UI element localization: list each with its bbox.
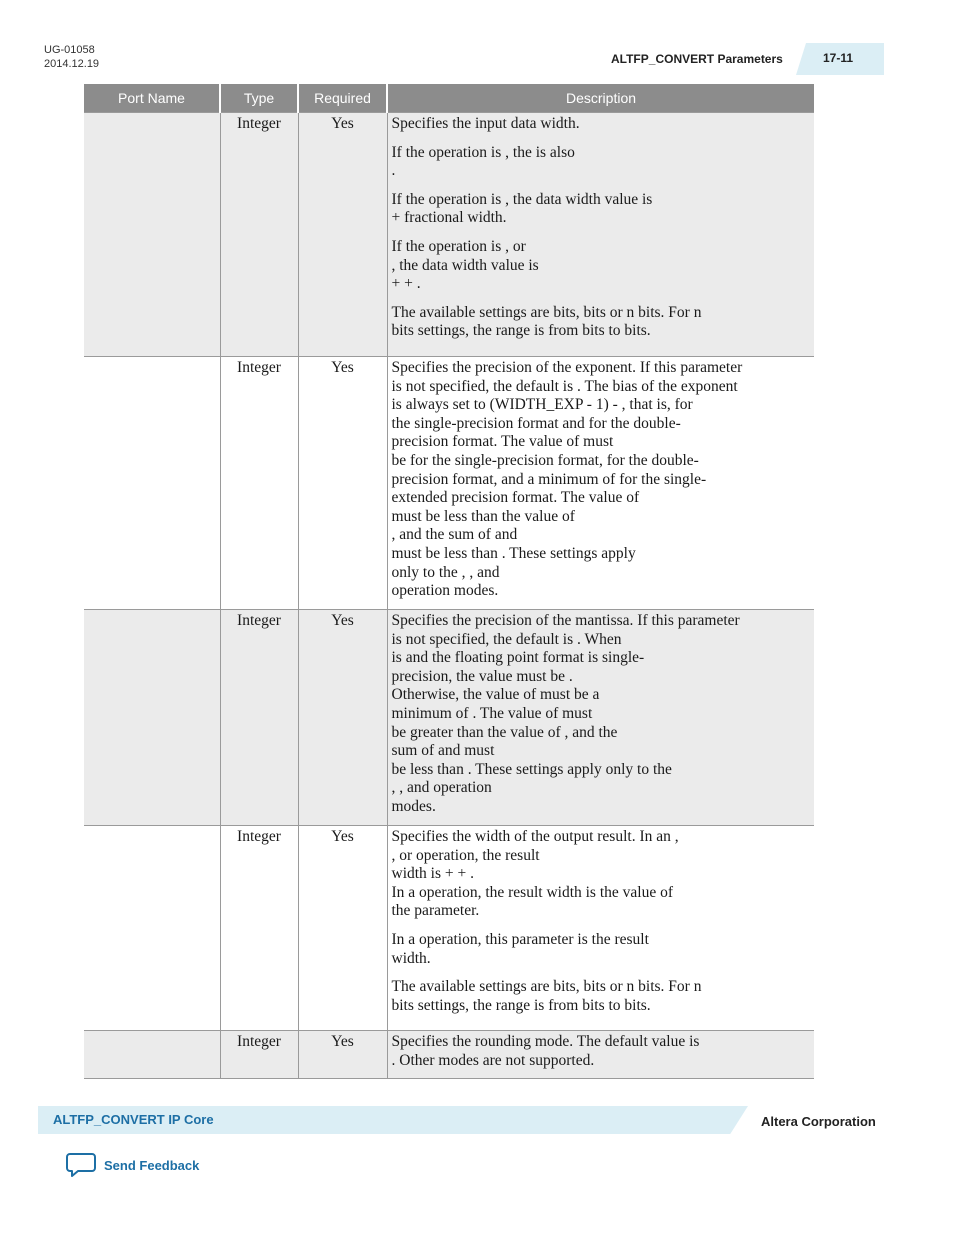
port-name-cell	[84, 610, 220, 826]
type-cell: Integer	[220, 357, 298, 610]
description-paragraph: Specifies the rounding mode. The default value is . Other modes are not supported.	[391, 1033, 700, 1069]
port-name-cell	[84, 826, 220, 1031]
column-header-port-name: Port Name	[84, 84, 220, 113]
required-cell: Yes	[298, 826, 387, 1031]
document-id-block	[44, 43, 99, 71]
port-name-cell	[84, 113, 220, 357]
table-row	[84, 113, 814, 357]
table-row	[84, 1031, 814, 1079]
required-cell: Yes	[298, 113, 387, 357]
description-paragraph: If the operation is , or , the data width value is + + .	[391, 237, 539, 293]
required-cell: Yes	[298, 1031, 387, 1079]
table-row	[84, 826, 814, 1031]
type-cell: Integer	[220, 826, 298, 1031]
page-number-tab	[796, 43, 884, 75]
description-cell	[387, 1031, 814, 1079]
description-paragraph: The available settings are bits, bits or n bits. For n bits settings, the range is from bits to bits.	[391, 303, 702, 340]
type-cell: Integer	[220, 113, 298, 357]
page-number: 17-11	[823, 51, 854, 65]
section-title: ALTFP_CONVERT Parameters	[611, 52, 783, 66]
column-header-required: Required	[298, 84, 387, 113]
description-paragraph: If the operation is , the data width value is + fractional width.	[391, 190, 653, 227]
send-feedback-label[interactable]: Send Feedback	[104, 1157, 200, 1173]
description-paragraph: If the operation is , the is also .	[391, 143, 575, 180]
description-paragraph: Specifies the precision of the exponent. If this parameter is not specified, the default is . The bias of the exponent is always set to (WIDTH_EXP - 1) - , that is, for the single-precision format and for the double- precision format. The value of must be for the single-precision format, for the double- precision format, and a minimum of for the single- extended precision format. The value of must be less than the value of , and the sum of and must be less than . These settings apply only to the , , and operation modes.	[391, 359, 743, 600]
document-id: UG-01058	[44, 44, 95, 56]
type-cell: Integer	[220, 610, 298, 826]
description-cell	[387, 113, 814, 357]
description-paragraph: The available settings are bits, bits or n bits. For n bits settings, the range is from bits to bits.	[391, 978, 702, 1014]
port-name-cell	[84, 1031, 220, 1079]
description-cell	[387, 357, 814, 610]
column-header-type: Type	[220, 84, 298, 113]
document-date: 2014.12.19	[44, 58, 100, 70]
table-row	[84, 357, 814, 610]
description-cell	[387, 610, 814, 826]
footer-company: Altera Corporation	[761, 1114, 876, 1129]
description-cell	[387, 826, 814, 1031]
speech-bubble-icon	[66, 1152, 96, 1178]
required-cell: Yes	[298, 357, 387, 610]
port-name-cell	[84, 357, 220, 610]
table-row	[84, 610, 814, 826]
description-paragraph: Specifies the precision of the mantissa. If this parameter is not specified, the default is . When is and the floating point format is single- precision, the value must be . Otherwise, the value of must be a minimum of . The value of must be greater than the value of , and the sum of and must be less than . These settings apply only to the , , and operation modes.	[391, 612, 740, 815]
footer-document-title[interactable]: ALTFP_CONVERT IP Core	[53, 1112, 214, 1127]
required-cell: Yes	[298, 610, 387, 826]
description-paragraph: Specifies the width of the output result. In an , , or operation, the result width is + + . In a operation, the result width is the value of the parameter.	[391, 828, 679, 920]
column-header-description: Description	[387, 84, 814, 113]
description-paragraph: In a operation, this parameter is the result width.	[391, 930, 649, 967]
table-header-row	[84, 84, 814, 113]
description-paragraph: Specifies the input data width.	[391, 115, 580, 132]
type-cell: Integer	[220, 1031, 298, 1079]
send-feedback-link[interactable]	[66, 1150, 199, 1180]
parameters-table	[84, 84, 814, 1079]
